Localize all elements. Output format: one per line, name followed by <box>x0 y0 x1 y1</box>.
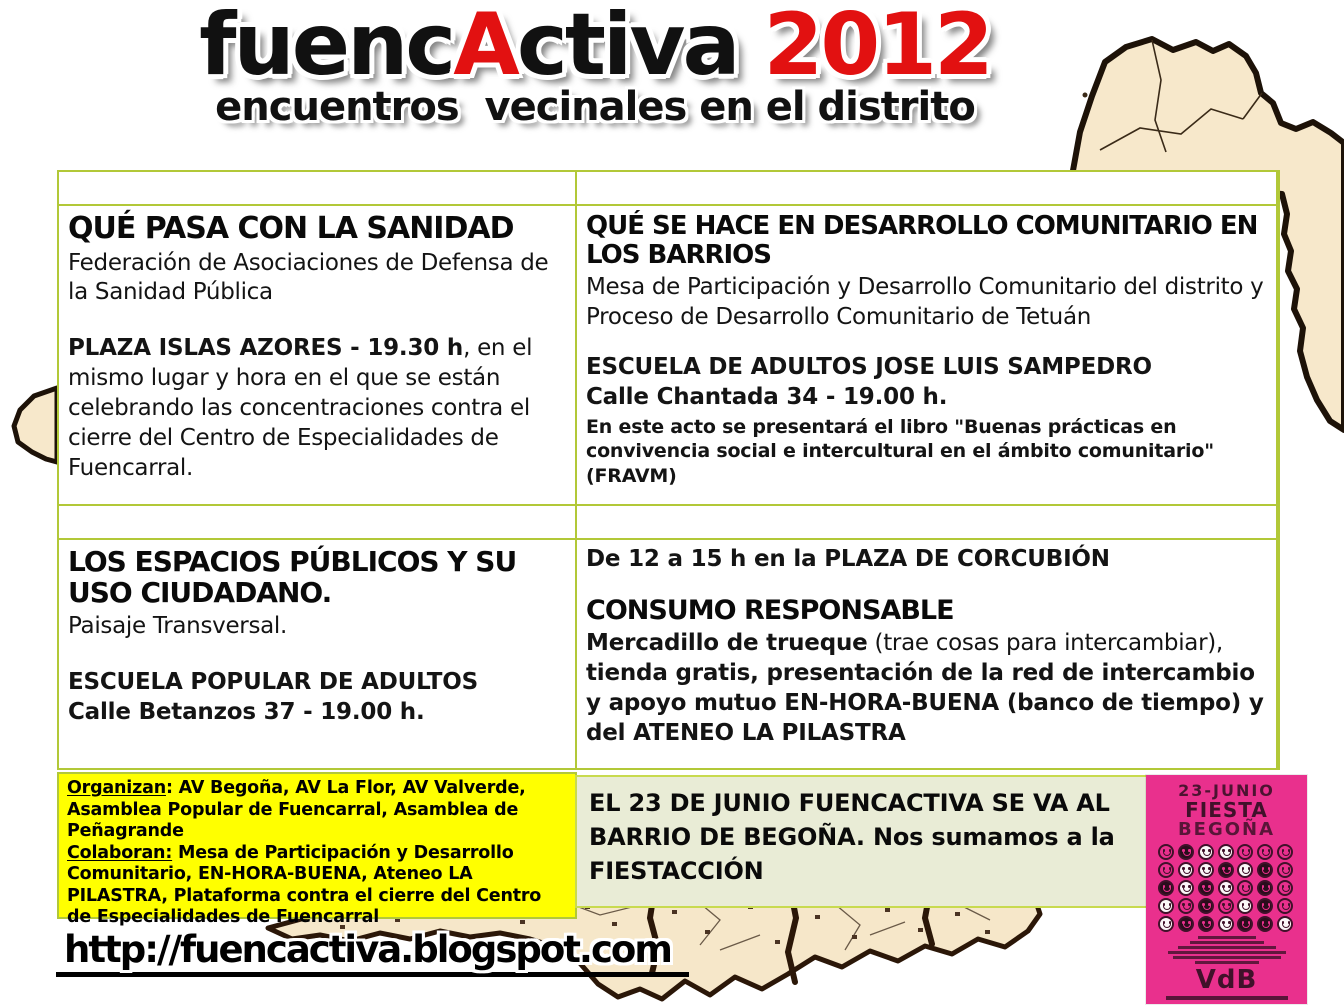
smiley-face-icon <box>1178 880 1194 896</box>
fiesta-fine-print <box>1156 936 1297 964</box>
map-shape-west <box>14 388 57 462</box>
event-venue-friday: ESCUELA POPULAR DE ADULTOS <box>68 668 478 695</box>
day-header-wednesday: Miércoles 6 de junio <box>59 172 575 204</box>
poster-title <box>130 0 1060 95</box>
spacer <box>68 642 565 668</box>
smiley-face-icon <box>1158 898 1174 914</box>
smiley-face-icon <box>1158 880 1174 896</box>
event-address-thursday: Calle Chantada 34 - 19.00 h. <box>586 383 948 410</box>
event-venue-thursday: ESCUELA DE ADULTOS JOSE LUIS SAMPEDRO <box>586 354 1152 380</box>
event-body-sunday <box>586 629 1266 749</box>
event-organizer-friday: Paisaje Transversal. <box>68 612 288 639</box>
smiley-face-icon <box>1198 898 1214 914</box>
smiley-face-icon <box>1198 916 1214 932</box>
fiesta-logo: VdB <box>1195 964 1258 995</box>
smiley-face-icon <box>1237 898 1253 914</box>
smiley-face-icon <box>1198 862 1214 878</box>
smiley-face-icon <box>1237 862 1253 878</box>
smiley-face-icon <box>1158 916 1174 932</box>
events-table <box>57 170 1280 770</box>
smiley-face-icon <box>1218 898 1234 914</box>
smiley-face-icon <box>1198 844 1214 860</box>
smiley-face-icon <box>1237 880 1253 896</box>
event-body-bold1: Mercadillo de trueque <box>586 630 868 657</box>
fine-print-line <box>1173 956 1281 959</box>
smiley-face-icon <box>1198 880 1214 896</box>
title-part-post: ctiva <box>516 0 738 95</box>
smiley-face-icon <box>1277 916 1293 932</box>
event-place-bold: PLAZA ISLAS AZORES - 19.30 h <box>68 335 464 362</box>
smiley-face-icon <box>1218 862 1234 878</box>
event-cell-friday <box>59 540 575 768</box>
blog-url-link[interactable]: http://fuencactiva.blogspot.com <box>56 928 689 977</box>
event-place-wednesday <box>68 334 565 483</box>
fine-print-line <box>1198 936 1256 939</box>
smiley-face-icon <box>1277 898 1293 914</box>
organizan-text: : AV Begoña, AV La Flor, AV Valverde, Asamblea Popular de Fuencarral, Asamblea de Peñagrande <box>67 778 526 842</box>
smiley-face-icon <box>1277 844 1293 860</box>
spacer <box>586 333 1266 353</box>
smiley-face-icon <box>1277 880 1293 896</box>
map-dot <box>1083 93 1088 98</box>
organizan-label: Organizan <box>67 778 166 798</box>
smiley-face-icon <box>1257 916 1273 932</box>
smiley-face-icon <box>1257 898 1273 914</box>
fiesta-date: 23-JUNIO <box>1178 781 1275 800</box>
spacer <box>68 308 565 334</box>
spacer <box>586 575 1266 595</box>
smiley-face-icon <box>1277 862 1293 878</box>
smiley-face-icon <box>1178 844 1194 860</box>
event-cell-thursday <box>577 206 1276 504</box>
event-cell-wednesday <box>59 206 575 504</box>
smiley-face-icon <box>1218 880 1234 896</box>
fine-print-line <box>1190 941 1264 944</box>
fine-print-line <box>1168 951 1286 954</box>
title-year: 2012 <box>763 0 991 95</box>
smiley-face-icon <box>1218 844 1234 860</box>
masthead <box>130 2 1060 130</box>
smiley-face-icon <box>1257 880 1273 896</box>
event-title-wednesday: QUÉ PASA CON LA SANIDAD <box>68 211 514 246</box>
colaboran-text: Mesa de Participación y Desarrollo Comunitario, EN-HORA-BUENA, Ateneo LA PILASTRA, Plataforma contra el cierre del Centro de Especialidades de Fuencarral <box>67 842 542 928</box>
smiley-face-icon <box>1178 898 1194 914</box>
event-title-sunday: CONSUMO RESPONSABLE <box>586 594 954 626</box>
day-header-thursday: Jueves 7 de junio <box>577 172 1276 204</box>
credits-box <box>57 772 577 928</box>
smiley-face-icon <box>1237 844 1253 860</box>
day-header-friday: Viernes 8 de junio <box>59 506 575 538</box>
fiesta-place: BEGOÑA <box>1177 818 1276 840</box>
colaboran-label: Colaboran: <box>67 842 173 863</box>
event-title-friday: LOS ESPACIOS PÚBLICOS Y SU USO CIUDADANO. <box>68 545 517 610</box>
event-cell-sunday <box>577 540 1276 768</box>
day-header-sunday: Domingo 10 de junio <box>577 506 1276 538</box>
smiley-face-icon <box>1237 916 1253 932</box>
event-note-thursday: En este acto se presentará el libro "Buenas prácticas en convivencia social e intercultural en el ámbito comunitario" (FRAVM) <box>586 415 1214 488</box>
smiley-face-icon <box>1257 844 1273 860</box>
event-organizer-wednesday: Federación de Asociaciones de Defensa de la Sanidad Pública <box>68 249 549 306</box>
event-address-friday: Calle Betanzos 37 - 19.00 h. <box>68 698 425 725</box>
smiley-face-icon <box>1178 862 1194 878</box>
smiley-face-icon <box>1158 862 1174 878</box>
event-when-sunday: De 12 a 15 h en la PLAZA DE CORCUBIÓN <box>586 546 1110 572</box>
smiley-face-icon <box>1218 916 1234 932</box>
title-part-pre: fuenc <box>199 0 454 95</box>
event-place-rest: , en el mismo lugar y hora en el que se están celebrando las concentraciones contra el cierre del Centro de Especialidades de Fuencarral. <box>68 335 533 481</box>
title-accent-letter: A <box>453 0 517 95</box>
event-body-normal: (trae cosas para intercambiar), <box>867 630 1223 657</box>
smiley-grid <box>1158 844 1295 932</box>
event-title-thursday: QUÉ SE HACE EN DESARROLLO COMUNITARIO EN LOS BARRIOS <box>586 211 1258 271</box>
smiley-face-icon <box>1257 862 1273 878</box>
event-organizer-thursday: Mesa de Participación y Desarrollo Comunitario del distrito y Proceso de Desarrollo Comunitario de Tetuán <box>586 274 1264 331</box>
event-body-bold2: tienda gratis, presentación de la red de intercambio y apoyo mutuo EN-HORA-BUENA (banco de tiempo) y del ATENEO LA PILASTRA <box>586 660 1264 746</box>
smiley-face-icon <box>1158 844 1174 860</box>
fiesta-begona-poster <box>1146 775 1307 1004</box>
poster-subtitle: encuentros vecinales en el distrito <box>215 83 975 130</box>
fiesta-title: FIESTA <box>1185 797 1268 822</box>
fine-print-line <box>1195 961 1259 964</box>
announcement-box: EL 23 DE JUNIO FUENCACTIVA SE VA AL BARRIO DE BEGOÑA. Nos sumamos a la FIESTACCIÓN <box>575 775 1153 908</box>
smiley-face-icon <box>1178 916 1194 932</box>
fine-print-line <box>1178 946 1276 949</box>
fine-print-line <box>1166 996 1288 1000</box>
